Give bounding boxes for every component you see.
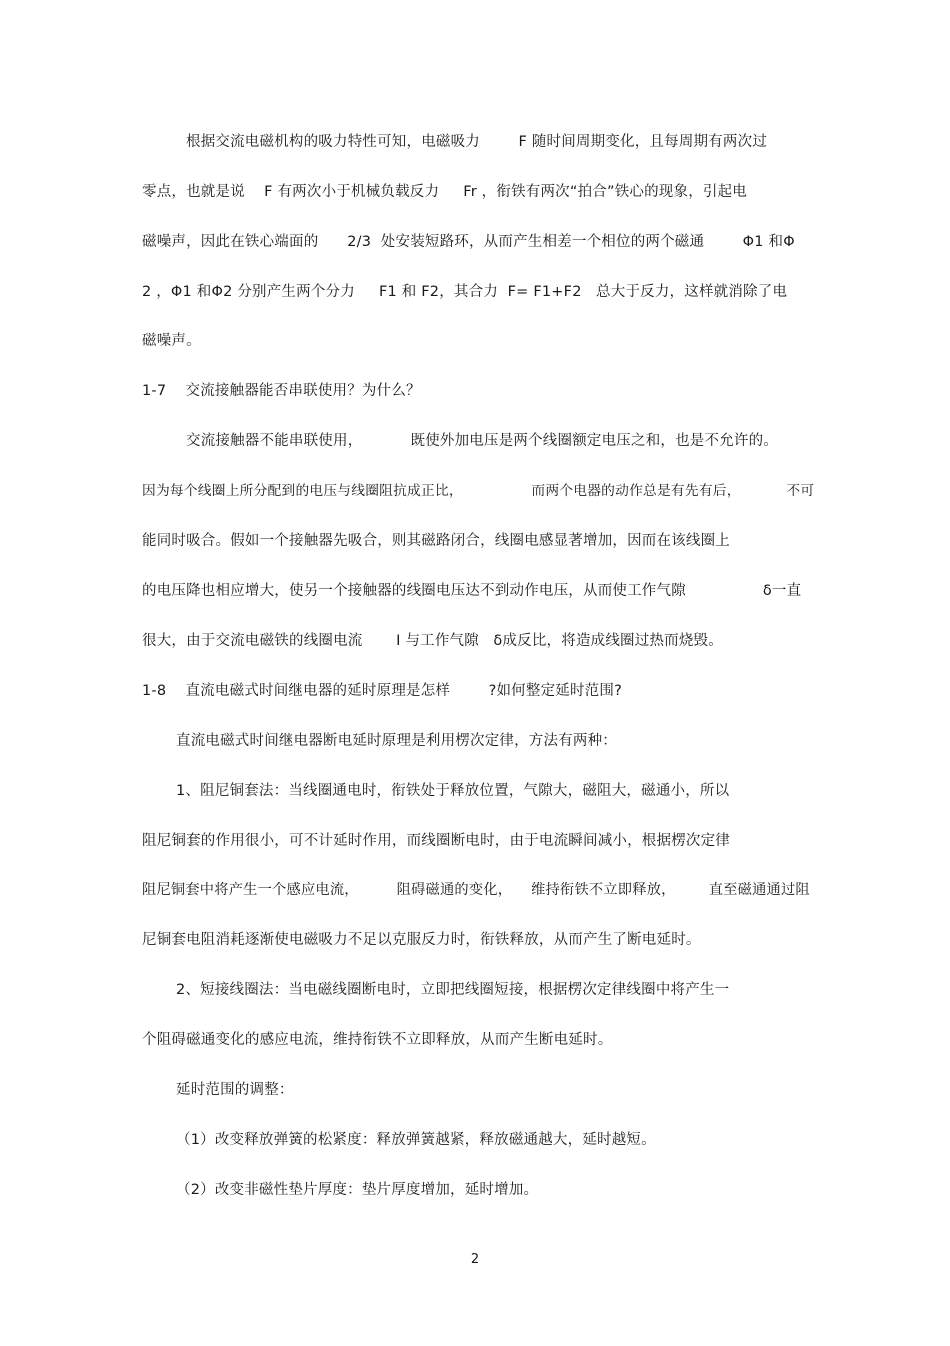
paragraph-line: 延时范围的调整：	[176, 1082, 294, 1098]
paragraph-line: 2、短接线圈法：当电磁线圈断电时，立即把线圈短接，根据楞次定律线圈中将产生一	[176, 982, 730, 998]
paragraph-line: 直流电磁式时间继电器断电延时原理是利用楞次定律，方法有两种：	[176, 733, 617, 749]
paragraph-line: 阻尼铜套的作用很小，可不计延时作用，而线圈断电时，由于电流瞬间减小，根据楞次定律	[142, 833, 730, 849]
paragraph-line: 阻尼铜套中将产生一个感应电流， 阻碍磁通的变化， 维持衔铁不立即释放， 直至磁通通过阻	[142, 882, 810, 898]
paragraph-line: 尼铜套电阻消耗逐渐使电磁吸力不足以克服反力时，衔铁释放，从而产生了断电延时。	[142, 932, 701, 948]
paragraph-line: 零点，也就是说 F 有两次小于机械负载反力 Fr ，衔铁有两次“拍合”铁心的现象，引起电	[142, 184, 748, 200]
paragraph-line: 2 ，Φ1 和Φ2 分别产生两个分力 F1 和 F2，其合力 F= F1+F2 总大于反力，这样就消除了电	[142, 284, 788, 300]
paragraph-line: （1）改变释放弹簧的松紧度：释放弹簧越紧，释放磁通越大，延时越短。	[176, 1132, 656, 1148]
paragraph-line: 根据交流电磁机构的吸力特性可知，电磁吸力 F 随时间周期变化，且每周期有两次过	[186, 134, 768, 150]
paragraph-line: 因为每个线圈上所分配到的电压与线圈阻抗成正比， 而两个电器的动作总是有先有后， 不可	[142, 483, 815, 499]
question-heading: 1-8 直流电磁式时间继电器的延时原理是怎样 ?如何整定延时范围?	[142, 683, 622, 699]
paragraph-line: 磁噪声。	[142, 333, 201, 349]
paragraph-line: 1、阻尼铜套法：当线圈通电时，衔铁处于释放位置，气隙大，磁阻大，磁通小，所以	[176, 783, 730, 799]
paragraph-line: 交流接触器不能串联使用， 既使外加电压是两个线圈额定电压之和，也是不允许的。	[186, 433, 778, 449]
paragraph-line: 个阻碍磁通变化的感应电流，维持衔铁不立即释放，从而产生断电延时。	[142, 1032, 613, 1048]
page-number: 2	[470, 1252, 480, 1267]
paragraph-line: 很大，由于交流电磁铁的线圈电流 I 与工作气隙 δ成反比，将造成线圈过热而烧毁。	[142, 633, 723, 649]
paragraph-line: 的电压降也相应增大，使另一个接触器的线圈电压达不到动作电压，从而使工作气隙 δ一直	[142, 583, 802, 599]
paragraph-line: 磁噪声，因此在铁心端面的 2/3 处安装短路环，从而产生相差一个相位的两个磁通 Φ1 和Φ	[142, 234, 795, 250]
paragraph-line: 能同时吸合。假如一个接触器先吸合，则其磁路闭合，线圈电感显著增加，因而在该线圈上	[142, 533, 730, 549]
question-heading: 1-7 交流接触器能否串联使用？为什么？	[142, 383, 421, 399]
paragraph-line: （2）改变非磁性垫片厚度：垫片厚度增加，延时增加。	[176, 1182, 539, 1198]
